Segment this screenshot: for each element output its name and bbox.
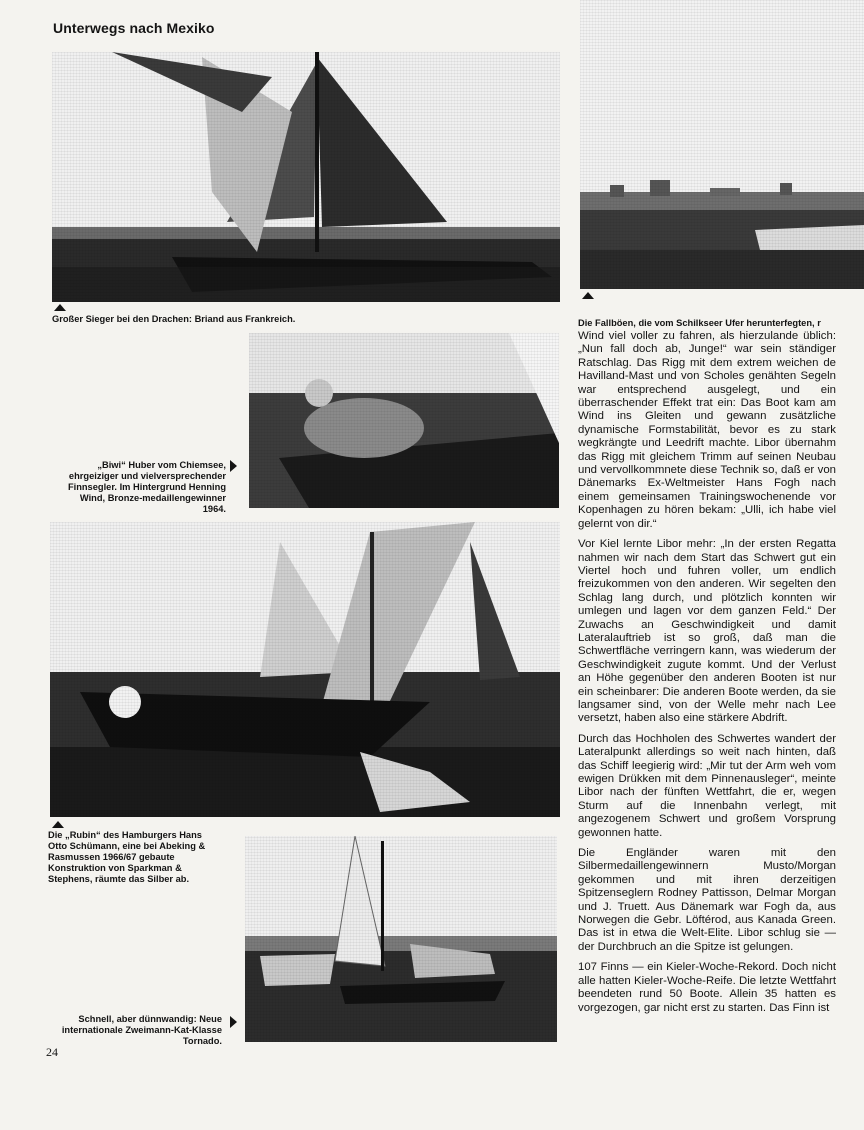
caption-fallboeen: Die Fallböen, die vom Schilkseer Ufer herunterfegten, r (578, 318, 821, 328)
page-title: Unterwegs nach Mexiko (53, 20, 215, 36)
caption-arrow-up-icon (582, 292, 594, 299)
tornado-catamaran-photo-icon (245, 836, 557, 1042)
article-paragraph-1: Wind viel voller zu fahren, als hierzulande üblich: „Nun fall doch ab, Junge!“ war sein ständiger Ratschlag. Das Rigg mit dem extrem weichen de Havilland-Mast und von Scholes genähten Segeln war entsprechend ausgelegt, und ein überraschender Effekt trat ein: Das Boot kam am Wind ins Gleiten und gewann zusätzliche dynamische Formstabilität, bevor es zu stark wegkrängte und Leedrift machte. Libor übernahm das Rigg mit gleichem Trimm auf seinen Neubau und vervollkommnete diese Technik so, daß er von Dänemarks Ex-Weltmeister Hans Fogh nach einem gemeinsamen Trainingswochenende vor Kopenhagen zu hören bekam: „Ulli, ich habe viel gelernt von dir.“ (578, 330, 836, 530)
article-paragraph-4: Die Engländer waren mit den Silbermedaillengewinnern Musto/Morgan gekommen und mit ihren derzeitigen Spitzenseglern Rodney Pattisson, Delmar Morgan und J. Truett. Aus Dänemark war Fogh da, aus Norwegen die Gebr. Löftérod, aus Kanada Green. Das ist in etwa die Welt-Elite. Libor schlug sie — der Durchbruch an die Spitze ist gelungen. (578, 847, 836, 953)
photo-rubin (50, 522, 560, 817)
article-paragraph-3: Durch das Hochholen des Schwertes wandert der Lateralpunkt allerdings so weit nach hinten, daß das Schiff leegierig wird: „Mir tut der Arm weh vom ewigen Drükken mit dem Pinnenausleger“, meinte Libor nach der fünften Wettfahrt, die er, wegen Sturm auf die Innenbahn verlegt, mit angezogenem Schwert und großem Vorsprung gewonnen hatte. (578, 732, 836, 839)
caption-rubin: Die „Rubin“ des Hamburgers Hans Otto Schümann, eine bei Abeking & Rasmussen 1966/67 gebaute Konstruktion von Sparkman & Stephens, räumte das Silber ab. (48, 830, 206, 884)
caption-arrow-right-icon (230, 1016, 237, 1028)
caption-arrow-right-icon (230, 460, 237, 472)
caption-tornado: Schnell, aber dünnwandig: Neue internationale Zweimann-Kat-Klasse Tornado. (61, 1014, 222, 1046)
finn-dinghy-photo-icon (249, 333, 559, 508)
article-paragraph-5: 107 Finns — ein Kieler-Woche-Rekord. Doch nicht alle hatten Kieler-Woche-Reife. Die letzte Wettfahrt beendeten rund 50 Boote. Allein 35 hatten es vorgezogen, gar nicht erst zu starten. Das Finn ist (578, 961, 836, 1014)
photo-biwi-huber (249, 333, 559, 508)
page-number: 24 (46, 1045, 58, 1059)
caption-arrow-up-icon (52, 821, 64, 828)
photo-fallboeen (580, 0, 864, 289)
article-body (578, 330, 836, 1070)
photo-tornado (245, 836, 557, 1042)
photo-drachen-regatta (52, 52, 560, 302)
sailboat-photo-1-icon (52, 52, 560, 302)
yacht-rubin-photo-icon (50, 522, 560, 817)
article-paragraph-2: Vor Kiel lernte Libor mehr: „In der ersten Regatta nahmen wir nach dem Start das Schwert gut ein Viertel hoch und fuhren voller, um endlich freizukommen von den anderen. Wir segelten den Schlag lang durch, und plötzlich konnten wir umlegen und lagen vor dem ganzen Feld.“ Der Zuwachs an Geschwindigkeit und damit Lateralauftrieb ist so groß, daß man die Schwertfläche verringern kann, was wiederum der Geschwindigkeit zugute kommt. Und der Verlust an Höhe gegenüber den anderen Booten ist nur ein scheinbarer: Die anderen Boote werden, da sie langsamer sind, von der Welle mehr nach Lee versetzt, haben also eine stärkere Abdrift. (578, 538, 836, 725)
caption-biwi: „Biwi“ Huber vom Chiemsee, ehrgeiziger und vielversprechender Finnsegler. Im Hintergrund Henning Wind, Bronze-medaillengewinner 1964. (67, 460, 226, 514)
caption-arrow-up-icon (54, 304, 66, 311)
caption-drachen: Großer Sieger bei den Drachen: Briand aus Frankreich. (52, 314, 296, 324)
sailboat-photo-2-icon (580, 0, 864, 289)
